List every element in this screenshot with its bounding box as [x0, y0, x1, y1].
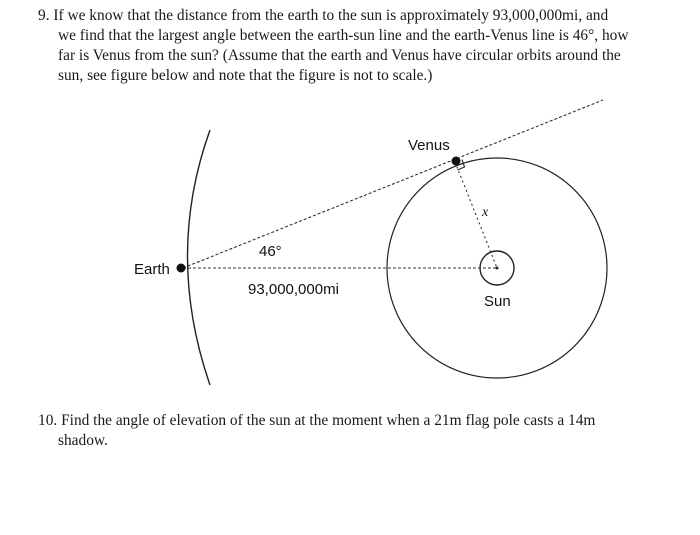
- problem-10-line-1: [38, 411, 683, 431]
- earth-orbit-arc: [188, 130, 211, 385]
- label-sun: Sun: [484, 293, 511, 310]
- earth-point: [177, 264, 186, 273]
- label-angle: 46°: [259, 243, 282, 260]
- venus-point: [452, 157, 461, 166]
- problem-9-text-4: sun, see figure below and note that the figure is not to scale.): [58, 67, 433, 84]
- problem-10-text-2: shadow.: [58, 432, 108, 449]
- problem-9-text-3: far is Venus from the sun? (Assume that the earth and Venus have circular orbits around the: [58, 47, 621, 64]
- problem-10-text-1: Find the angle of elevation of the sun at the moment when a 21m flag pole casts a 14m: [61, 412, 596, 429]
- problem-9-text-2: we find that the largest angle between the earth-sun line and the earth-Venus line is 46°, how: [58, 27, 629, 44]
- problem-10-number: 10.: [38, 412, 58, 429]
- label-distance: 93,000,000mi: [248, 281, 339, 298]
- earth-venus-line: [183, 100, 603, 268]
- problem-9-text-1: If we know that the distance from the earth to the sun is approximately 93,000,000mi, and: [53, 7, 609, 24]
- venus-sun-radius: [455, 162, 497, 268]
- label-earth: Earth: [134, 261, 170, 278]
- label-x: x: [482, 205, 489, 220]
- sun-center-dot: [496, 267, 499, 270]
- problem-9-number: 9.: [38, 7, 50, 24]
- problem-10: [38, 411, 683, 451]
- label-venus: Venus: [408, 137, 450, 154]
